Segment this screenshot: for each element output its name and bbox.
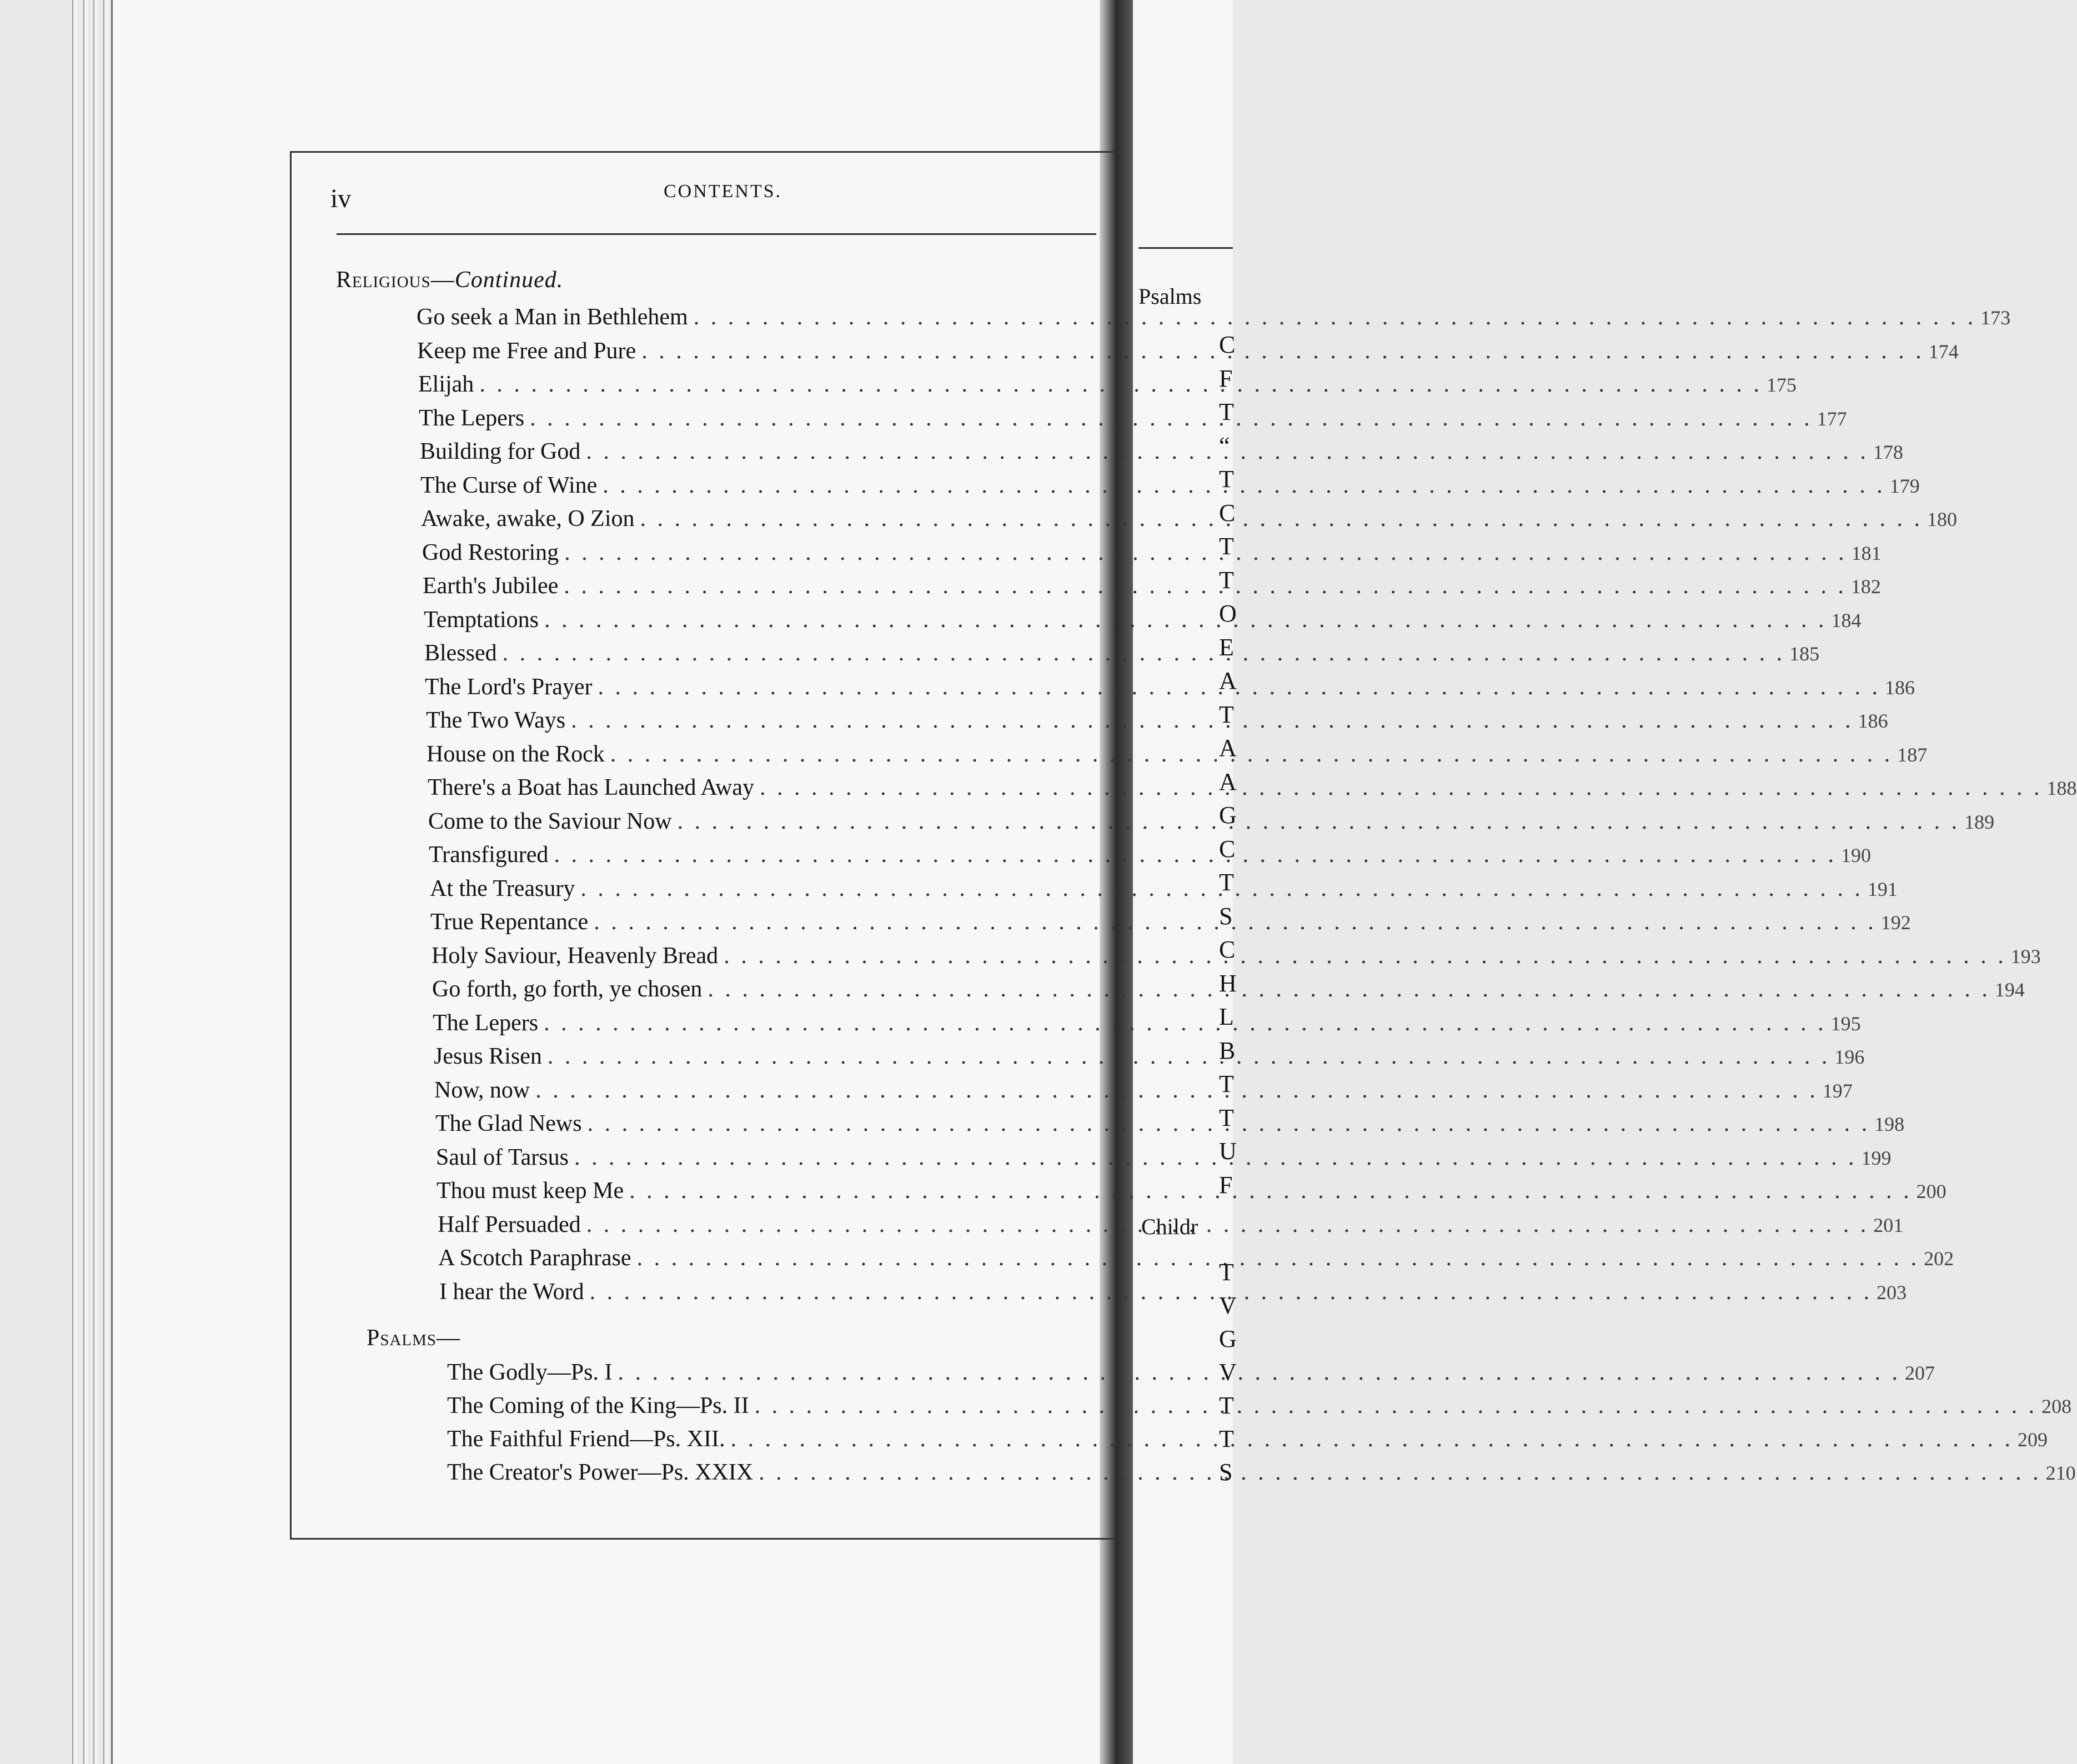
toc-entry-page: 209: [2017, 1429, 2048, 1451]
toc-entry-page: 192: [1880, 911, 1911, 934]
toc-entry-title: Blessed: [424, 640, 497, 666]
page-edge: [103, 0, 109, 1764]
toc-entry-title: Thou must keep Me: [437, 1178, 624, 1204]
toc-entry-page: 173: [1980, 307, 2011, 329]
dot-leader: [760, 773, 2043, 802]
toc-entry: [420, 471, 1920, 500]
right-page-letter: T: [1219, 701, 1234, 728]
toc-entry-page: 197: [1822, 1080, 1853, 1102]
dot-leader: [574, 1143, 1857, 1172]
dot-leader: [564, 538, 1847, 567]
toc-entry: [436, 1143, 1892, 1172]
toc-entry-page: 179: [1889, 475, 1920, 497]
toc-entry-page: 187: [1897, 744, 1928, 766]
right-page-letter: U: [1219, 1137, 1237, 1165]
right-page-letter: T: [1219, 465, 1234, 493]
toc-entry: [425, 673, 1915, 701]
dot-leader: [610, 740, 1893, 769]
dot-leader: [755, 1391, 2038, 1420]
toc-entry: [439, 1277, 1907, 1306]
dot-leader: [724, 941, 2006, 970]
right-page-letter: F: [1219, 1171, 1233, 1199]
toc-entry: [430, 908, 1911, 936]
right-page-letter: O: [1219, 600, 1237, 627]
dot-leader: [708, 975, 1990, 1004]
right-page-letter: A: [1219, 734, 1237, 761]
dot-leader: [694, 303, 1976, 332]
toc-entry: [429, 840, 1871, 869]
toc-entry-title: There's a Boat has Launched Away: [428, 775, 754, 800]
dot-leader: [640, 504, 1923, 533]
toc-entry-title: Jesus Risen: [434, 1044, 542, 1069]
toc-entry: [420, 437, 1903, 466]
toc-entry-title: The Two Ways: [426, 708, 566, 733]
right-page-letter: F: [1219, 365, 1233, 392]
toc-entry-title: Go seek a Man in Bethlehem: [417, 304, 688, 330]
right-page-letter: E: [1219, 634, 1234, 661]
dot-leader: [637, 1244, 1920, 1272]
toc-entry-title: Saul of Tarsus: [436, 1145, 569, 1170]
toc-entry: [421, 504, 1958, 533]
toc-entry-title: Keep me Free and Pure: [417, 338, 636, 364]
page-number: iv: [330, 184, 352, 213]
toc-entry-page: 189: [1964, 811, 1995, 833]
toc-entry: [435, 1109, 1905, 1138]
dot-leader: [618, 1358, 1901, 1387]
running-head: CONTENTS.: [664, 181, 782, 202]
toc-entry-title: The Curse of Wine: [420, 473, 598, 498]
dot-leader: [564, 572, 1847, 600]
toc-entry: [428, 773, 2077, 802]
right-page-letter: G: [1219, 1325, 1237, 1352]
toc-entry: [422, 538, 1882, 567]
dot-leader: [554, 840, 1837, 869]
right-page-letter: T: [1219, 567, 1234, 594]
toc-entry: [417, 337, 1959, 365]
dot-leader: [629, 1176, 1912, 1205]
toc-entry-page: 207: [1905, 1362, 1935, 1384]
right-page-letter: S: [1219, 903, 1233, 930]
toc-entry: [427, 740, 1928, 769]
section-title-religious: [336, 267, 563, 293]
dot-leader: [530, 404, 1813, 433]
toc-entry-page: 196: [1834, 1046, 1865, 1068]
toc-entry: [433, 1009, 1861, 1038]
toc-entry-title: The Glad News: [435, 1111, 582, 1136]
toc-entry-title: Holy Saviour, Heavenly Bread: [432, 943, 719, 969]
right-page-letter: A: [1219, 667, 1237, 694]
right-page-letter: C: [1219, 936, 1236, 963]
toc-entry: [417, 303, 2011, 332]
toc-entry-page: 199: [1861, 1147, 1892, 1169]
right-page-letter: V: [1219, 1359, 1237, 1386]
toc-entry-page: 195: [1830, 1013, 1861, 1035]
dot-leader: [641, 337, 1924, 365]
toc-entry-title: House on the Rock: [427, 741, 605, 767]
toc-entry-title: True Repentance: [430, 909, 589, 935]
toc-entry-title: Go forth, go forth, ye chosen: [432, 976, 703, 1002]
toc-entry-title: The Coming of the King—Ps. II: [447, 1393, 749, 1419]
toc-entry-page: 190: [1840, 844, 1871, 866]
toc-entry-title: I hear the Word: [439, 1279, 584, 1305]
toc-entry-page: 186: [1858, 710, 1888, 732]
toc-entry: [432, 975, 2025, 1004]
right-page-letter: C: [1219, 331, 1236, 358]
toc-entry: [424, 605, 1862, 634]
toc-entry-title: Temptations: [424, 607, 539, 633]
header-rule: [337, 233, 1096, 235]
right-page-letter: T: [1219, 1070, 1234, 1098]
toc-entry-page: 188: [2046, 777, 2077, 799]
section-label: Religious—: [336, 267, 455, 293]
toc-entry: [434, 1042, 1865, 1071]
right-page-letter: T: [1219, 1425, 1234, 1452]
toc-entry-title: Half Persuaded: [438, 1212, 581, 1237]
toc-entry-title: God Restoring: [422, 540, 559, 565]
toc-entry: [426, 706, 1888, 735]
dot-leader: [479, 370, 1762, 399]
toc-entry-title: The Godly—Ps. I: [447, 1360, 613, 1385]
toc-entry: [430, 874, 1898, 903]
dot-leader: [503, 639, 1785, 668]
dot-leader: [548, 1042, 1830, 1071]
right-page-letter: T: [1219, 398, 1234, 425]
right-page-letter: T: [1219, 1259, 1234, 1286]
dot-leader: [598, 673, 1880, 701]
toc-entry: [432, 941, 2041, 970]
toc-entry-title: At the Treasury: [430, 876, 575, 901]
right-section-psalms: Psalms: [1138, 284, 1202, 309]
dot-leader: [678, 807, 1960, 836]
right-page-letter: T: [1219, 1392, 1234, 1419]
toc-entry-title: Elijah: [418, 372, 474, 397]
toc-entry: [447, 1425, 2048, 1454]
dot-leader: [571, 706, 1854, 735]
right-page-letter: V: [1219, 1292, 1237, 1319]
toc-entry: [428, 807, 1995, 836]
right-page-letter: T: [1219, 533, 1234, 560]
right-page-letter: B: [1219, 1037, 1236, 1064]
right-page-letter: H: [1219, 970, 1237, 997]
toc-entry: [423, 572, 1881, 600]
dot-leader: [544, 605, 1827, 634]
page-edge: [72, 0, 78, 1764]
toc-entry-title: Earth's Jubilee: [423, 573, 559, 599]
toc-entry-page: 193: [2010, 945, 2041, 968]
page-edge: [93, 0, 98, 1764]
dot-leader: [535, 1076, 1818, 1105]
dot-leader: [586, 1210, 1869, 1239]
toc-entry-title: Building for God: [420, 439, 581, 464]
toc-entry-title: The Lord's Prayer: [425, 674, 593, 700]
toc-entry-page: 198: [1874, 1113, 1905, 1135]
dot-leader: [759, 1458, 2041, 1487]
toc-entry-page: 202: [1924, 1247, 1954, 1270]
right-page-rule: [1138, 247, 1233, 249]
right-page-letter: L: [1219, 1003, 1234, 1030]
toc-entry: [447, 1358, 1935, 1387]
toc-entry-title: Awake, awake, O Zion: [421, 506, 635, 532]
toc-entry-title: Come to the Saviour Now: [428, 809, 672, 834]
page-edge: [83, 0, 88, 1764]
toc-entry-page: 201: [1873, 1214, 1904, 1236]
toc-entry-page: 186: [1884, 676, 1915, 699]
toc-entry-page: 210: [2045, 1462, 2076, 1484]
toc-entry-title: The Lepers: [433, 1010, 539, 1036]
toc-entry-title: Now, now: [434, 1078, 530, 1103]
toc-entry: [438, 1244, 1954, 1272]
right-page-letter: “: [1219, 432, 1230, 459]
toc-entry-title: Transfigured: [429, 842, 549, 868]
toc-entry-page: 181: [1851, 542, 1882, 564]
toc-entry-page: 178: [1873, 441, 1903, 463]
right-page-letter: T: [1219, 869, 1234, 896]
toc-entry-page: 185: [1789, 643, 1820, 665]
toc-entry-page: 208: [2041, 1395, 2072, 1417]
continued-label: Continued.: [454, 267, 564, 293]
toc-entry: [434, 1076, 1853, 1105]
toc-entry-title: A Scotch Paraphrase: [438, 1245, 631, 1271]
toc-entry-page: 182: [1850, 575, 1881, 598]
dot-leader: [603, 471, 1885, 500]
toc-entry-title: The Faithful Friend—Ps. XII.: [447, 1426, 725, 1452]
toc-entry-title: The Lepers: [419, 405, 525, 431]
toc-entry-page: 180: [1927, 508, 1958, 530]
toc-entry: [419, 404, 1847, 433]
dot-leader: [544, 1009, 1827, 1038]
right-page-letter: C: [1219, 499, 1236, 527]
dot-leader: [594, 908, 1877, 936]
right-section-children: Childr: [1141, 1214, 1198, 1239]
right-page-letter: C: [1219, 835, 1236, 863]
toc-entry-page: 191: [1867, 878, 1898, 900]
right-page-letter: S: [1219, 1459, 1233, 1486]
toc-entry-page: 177: [1817, 408, 1847, 430]
toc-entry-page: 203: [1877, 1281, 1907, 1304]
toc-entry-page: 175: [1766, 374, 1797, 396]
right-page-letter: G: [1219, 801, 1237, 829]
toc-entry-title: The Creator's Power—Ps. XXIX: [447, 1460, 754, 1485]
toc-entry-page: 174: [1928, 340, 1959, 363]
toc-entry: [424, 639, 1820, 668]
right-page-letter: A: [1219, 768, 1237, 795]
section-title-psalms: Psalms—: [367, 1325, 461, 1351]
toc-entry-page: 200: [1916, 1180, 1946, 1202]
toc-entry-page: 184: [1831, 609, 1862, 632]
toc-entry-page: 194: [1994, 979, 2025, 1001]
toc-entry: [447, 1458, 2076, 1487]
toc-entry: [437, 1176, 1946, 1205]
right-page-letter: T: [1219, 1104, 1234, 1131]
toc-entry: [447, 1391, 2072, 1420]
dot-leader: [730, 1425, 2013, 1454]
toc-entry: [418, 370, 1797, 399]
